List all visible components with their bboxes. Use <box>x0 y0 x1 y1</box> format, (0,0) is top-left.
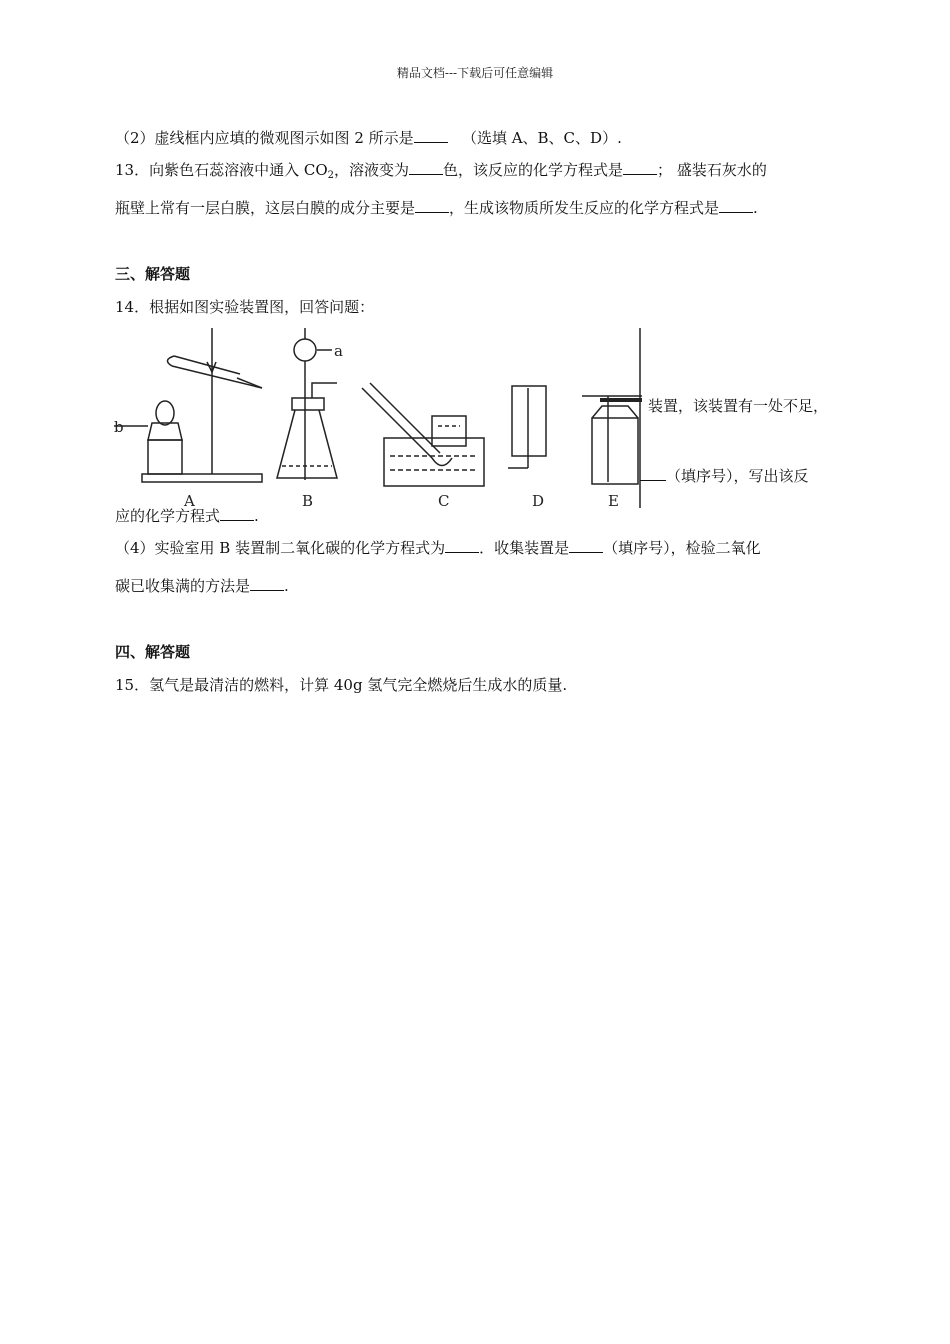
q13-part4: ； 盛装石灰水的 <box>657 161 767 179</box>
q14-p4-b: ．收集装置是 <box>479 539 570 557</box>
q14-part-4-line-2 <box>115 576 289 596</box>
answer-blank <box>623 160 657 175</box>
question-13-line-1 <box>115 160 767 186</box>
q14-right-text-1: 装置，该装置有一处不足， <box>648 397 829 415</box>
q14-p4-c: （填序号），检验二氧化 <box>603 539 761 557</box>
q13-line2-b: ，生成该物质所发生反应的化学方程式是 <box>449 199 720 217</box>
q14-cont: 应的化学方程式 <box>115 507 221 525</box>
q14-p4-a: （4）实验室用 B 装置制二氧化碳的化学方程式为 <box>115 539 446 557</box>
question-12-part-2 <box>115 128 622 148</box>
q13-part1: 13．向紫色石蕊溶液中通入 CO <box>115 161 328 179</box>
q14-part-4-line-1 <box>115 538 761 558</box>
q14-right2: （填序号），写出该反 <box>666 467 809 485</box>
answer-blank <box>569 538 603 553</box>
answer-blank <box>640 466 666 481</box>
q14-right-text-2 <box>640 466 809 486</box>
q14-cont-end: . <box>254 507 259 525</box>
fig-label-c: C <box>438 492 450 508</box>
fig-label-a: A <box>184 492 195 508</box>
answer-blank <box>719 198 753 213</box>
answer-blank <box>414 128 448 143</box>
label-b: b <box>114 418 124 436</box>
q12-text: （2）虚线框内应填的微观图示如图 2 所示是 <box>115 129 414 147</box>
section-3-heading: 三、解答题 <box>115 265 191 283</box>
q13-line2-c: . <box>753 199 758 217</box>
answer-blank <box>445 538 479 553</box>
fig-label-d: D <box>532 492 545 508</box>
q13-part2: ，溶液变为 <box>334 161 410 179</box>
q13-line2-a: 瓶壁上常有一层白膜，这层白膜的成分主要是 <box>115 199 416 217</box>
q13-part3: 色，该反应的化学方程式是 <box>443 161 624 179</box>
answer-blank <box>415 198 449 213</box>
apparatus-drawing <box>112 328 642 508</box>
q14-continuation <box>115 506 259 526</box>
lab-apparatus-figure <box>112 328 642 508</box>
question-15: 15．氢气是最清洁的燃料，计算 40g 氢气完全燃烧后生成水的质量. <box>115 676 568 694</box>
page-header: 精品文档---下载后可任意编辑 <box>396 66 554 80</box>
fig-label-e: E <box>608 492 619 508</box>
fig-label-b: B <box>302 492 314 508</box>
q13-subscript: 2 <box>327 170 335 181</box>
q12-after: （选填 A、B、C、D）. <box>461 129 622 147</box>
question-14-intro: 14．根据如图实验装置图，回答问题： <box>115 298 375 316</box>
answer-blank <box>409 160 443 175</box>
q14-p4-line2-b: . <box>284 577 289 595</box>
question-13-line-2 <box>115 198 758 218</box>
q14-p4-line2-a: 碳已收集满的方法是 <box>115 577 251 595</box>
answer-blank <box>250 576 284 591</box>
label-a: a <box>334 342 343 360</box>
answer-blank <box>220 506 254 521</box>
section-4-heading: 四、解答题 <box>115 643 191 661</box>
